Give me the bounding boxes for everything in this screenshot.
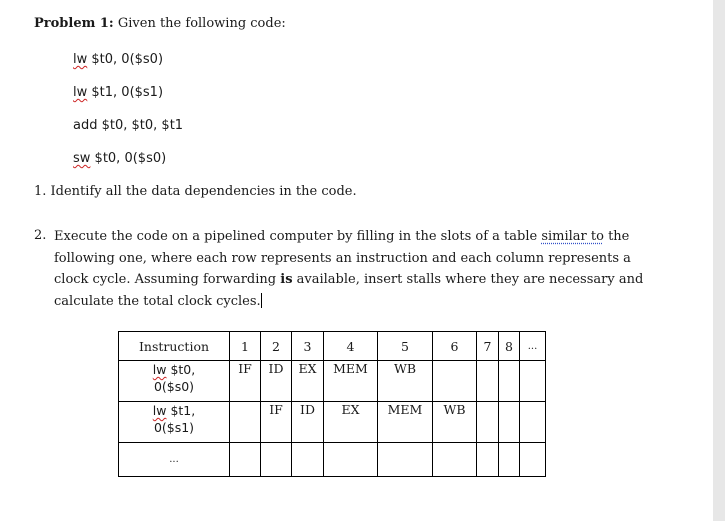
code-op: lw: [73, 85, 88, 100]
stage-cell: [230, 443, 261, 477]
pipeline-table: [118, 331, 546, 477]
header-cycle: 5: [378, 332, 433, 361]
stage-cell: IF: [230, 361, 261, 402]
stage-cell: [520, 402, 546, 443]
stage-cell: [499, 443, 520, 477]
code-op: lw: [73, 52, 88, 67]
ellipsis-cell: ...: [119, 443, 230, 477]
code-op: sw: [73, 151, 91, 166]
stage-cell: [520, 361, 546, 402]
stage-cell: WB: [433, 402, 477, 443]
stage-cell: [261, 443, 292, 477]
header-cycle: 8: [499, 332, 520, 361]
code-args: $t0, $t0, $t1: [101, 118, 184, 133]
row-instruction: lw $t1, 0($s1): [119, 402, 230, 443]
code-line-2: [73, 85, 163, 100]
stage-cell: WB: [378, 361, 433, 402]
stage-cell: [292, 443, 324, 477]
problem-label: Problem 1:: [34, 16, 114, 31]
header-cycle: 6: [433, 332, 477, 361]
stage-cell: [433, 443, 477, 477]
question-2: [54, 226, 664, 312]
stage-cell: [378, 443, 433, 477]
stage-cell: [433, 361, 477, 402]
stage-cell: EX: [324, 402, 378, 443]
code-line-4: [73, 151, 166, 166]
code-args: $t0, 0($s0): [94, 151, 167, 166]
header-cycle: 3: [292, 332, 324, 361]
problem-intro: Given the following code:: [117, 16, 286, 31]
stage-cell: ID: [292, 402, 324, 443]
header-instruction: Instruction: [119, 332, 230, 361]
row-instruction: lw $t0, 0($s0): [119, 361, 230, 402]
question-2-line: Execute the code on a pipelined computer by filling in the slots of a table similar to the: [54, 229, 630, 244]
stage-cell: EX: [292, 361, 324, 402]
stage-cell: [230, 402, 261, 443]
header-cycle: 4: [324, 332, 378, 361]
stage-cell: [499, 402, 520, 443]
stage-cell: [324, 443, 378, 477]
stage-cell: [520, 443, 546, 477]
question-2-line: following one, where each row represents an instruction and each column represents a: [54, 250, 631, 266]
question-2-line: clock cycle. Assuming forwarding is available, insert stalls where they are necessary and: [54, 272, 644, 287]
code-op: add: [73, 118, 98, 133]
question-1: 1. Identify all the data dependencies in the code.: [34, 184, 357, 199]
code-args: $t1, 0($s1): [91, 85, 164, 100]
question-2-line: calculate the total clock cycles.: [54, 293, 261, 309]
question-2-number: 2.: [34, 228, 47, 243]
table-row: [119, 402, 546, 443]
page-edge: [713, 0, 725, 521]
header-cycle: ...: [520, 332, 546, 361]
stage-cell: MEM: [378, 402, 433, 443]
code-line-3: [73, 118, 183, 133]
emphasis: is: [280, 272, 293, 287]
table-row: [119, 361, 546, 402]
problem-heading: [34, 16, 286, 31]
table-row: [119, 443, 546, 477]
header-cycle: 2: [261, 332, 292, 361]
code-args: $t0, 0($s0): [91, 52, 164, 67]
code-line-1: [73, 52, 163, 67]
stage-cell: IF: [261, 402, 292, 443]
grammar-flag: similar to: [541, 229, 604, 244]
stage-cell: [477, 443, 499, 477]
header-cycle: 7: [477, 332, 499, 361]
header-cycle: 1: [230, 332, 261, 361]
stage-cell: [499, 361, 520, 402]
table-header-row: [119, 332, 546, 361]
stage-cell: MEM: [324, 361, 378, 402]
stage-cell: [477, 361, 499, 402]
stage-cell: [477, 402, 499, 443]
text-cursor[interactable]: [261, 293, 262, 308]
stage-cell: ID: [261, 361, 292, 402]
